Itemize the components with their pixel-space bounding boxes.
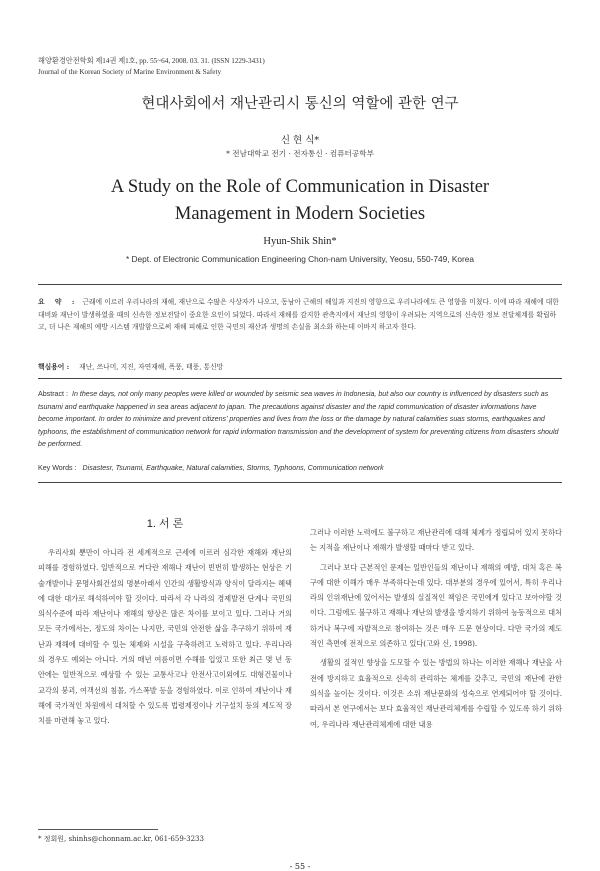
divider-top [38, 284, 562, 285]
page-number: - 55 - [289, 862, 311, 871]
affiliation-english: * Dept. of Electronic Communication Engineering Chon-nam University, Yeosu, 550-749, Korea [125, 254, 475, 264]
divider-middle [38, 378, 562, 379]
keywords-english-text: Disastesr, Tsunami, Earthquake, Natural calamities, Storms, Typhoons, Communication network [82, 464, 384, 472]
keywords-english [38, 464, 562, 472]
footnote-divider [38, 829, 158, 830]
divider-bottom [38, 482, 562, 483]
abstract-english-text: In these days, not only many peoples were killed or wounded by seismic sea waves in Indonesia, but also our country is influenced by disasters such as tsunami and earthquake happened in sea areas adjacent to japan. The precautions against disaster and the rapid communication of disaster informations have become important. In order to minimize and prevent citizens' properties and lives from the loss or the damage by natural calamities suas storms, earthquakes and typhoons, the establishment of communication network for rapid information transmission and the development of system for preventing citizens from disasters should be performed. [38, 390, 559, 449]
title-english-line1: A Study on the Role of Communication in Disaster [110, 177, 490, 197]
keywords-korean-label: 핵심용어 : [38, 363, 70, 371]
body-column-right [310, 525, 562, 732]
body-column-left [38, 545, 292, 729]
abstract-korean [38, 296, 562, 334]
keywords-korean-text: 재난, 쓰나미, 지진, 자연재해, 폭풍, 태풍, 통신망 [79, 363, 224, 371]
paragraph: 생활의 질적인 향상을 도모할 수 있는 방법의 하나는 이러한 재해나 재난을 사전에 방지하고 효율적으로 신속히 관리하는 체계를 갖추고, 국민의 재난에 관한 의식을 높이는 것이다. 이것은 소위 재난문화의 성숙으로 연계되어야 할 것이다. 따라서 본 연구에서는 보다 효율적인 재난관리체계를 수립할 수 있도록 하기 위하여, 우리나라 재난관리체계에 대한 내용 [310, 658, 562, 729]
journal-header [38, 56, 265, 77]
title-english-line2: Management in Modern Societies [174, 204, 426, 224]
paragraph: 그러나 이러한 노력에도 불구하고 재난관리에 대해 체계가 정립되어 있지 못하다는 지적을 재난이나 재해가 발생할 때마다 받고 있다. [310, 528, 562, 553]
journal-name: Journal of the Korean Society of Marine Environment & Safety [38, 67, 222, 76]
section-title: 1. 서 론 [146, 518, 184, 530]
author-korean: 신 현 식* [280, 135, 320, 146]
keywords-english-label: Key Words : [38, 464, 77, 472]
journal-citation: 해양환경안전학회 제14권 제1호, pp. 55~64, 2008. 03. 31. (ISSN 1229-3431) [38, 57, 265, 65]
abstract-english-label: Abstract : [38, 390, 68, 398]
keywords-korean [38, 361, 562, 371]
abstract-korean-label: 요 약 : [38, 298, 79, 306]
author-english: Hyun-Shik Shin* [263, 236, 337, 247]
paragraph: 우리사회 뿐만이 아니라 전 세계적으로 근세에 이르러 심각한 재해와 재난의 피해를 경험하였다. 일반적으로 커다란 재해나 재난이 빈번히 발생하는 현상은 기술개발이나 문명사회건설의 명분아래서 인간의 생활방식과 양식이 달라지는 혜택에 대한 대가로 해석하여야 할 것이다. 따라서 각 나라의 경제발전 단계나 국민의 의식수준에 따라 재난이나 재해의 향상은 많은 차이를 보이고 있다. 그러나 거의 모든 국가에서는, 정도의 차이는 나지만, 국민의 안전한 삶을 추구하기 위하여 재난과 재해에 대비할 수 있는 체제와 시설을 구축하려고 노력하고 있다. 우리나라의 경우도 예외는 아니다. 거의 매년 여름이면 수해를 입었고 또한 최근 몇 년 동안에는 일반적으로 예상할 수 있는 교통사고나 안전사고이외에도 대형건물이나 교각의 붕괴, 여객선의 침몰, 가스폭발 등을 경험하였다. 이로 인하여 재난이나 재해에 국가적인 차원에서 대처할 수 있도록 법령제정이나 기구설치 등의 제도적 장치를 마련해 놓고 있다. [38, 548, 292, 726]
title-korean: 현대사회에서 재난관리시 통신의 역할에 관한 연구 [141, 96, 459, 112]
footnote: * 정회원, shinhs@chonnam.ac.kr, 061-659-3233 [38, 835, 204, 843]
paragraph: 그러나 보다 근본적인 문제는 일반인들의 재난이나 재해의 예방, 대처 혹은 복구에 대한 이해가 매우 부족하다는데 있다. 대부분의 경우에 있어서, 특히 우리나라의 인위재난에 있어서는 발생의 실질적인 책임은 국민에게 있다고 보아야할 것이다. 그럼에도 불구하고 재해나 재난의 발생을 방지하기 위하여 능동적으로 대처하거나 복구에 자발적으로 참여하는 것은 매우 드문 현상이다. 다만 국가의 제도적인 측면에 전적으로 의존하고 있다(고와 신, 1998). [310, 562, 562, 649]
affiliation-korean: * 전남대학교 전기 · 전자통신 · 컴퓨터공학부 [226, 149, 374, 158]
abstract-korean-text: 근래에 이르러 우리나라의 재해, 재난으로 수많은 사상자가 나오고, 동남아 근해의 해일과 지진의 영향으로 우리나라에도 큰 영향을 미쳤다. 이에 따라 재해에 대한 대비와 재난이 발생하였을 때의 신속한 정보전달이 중요한 요인이 되었다. 따라서 재해를 감지한 관측지에서 재난의 영향이 우려되는 지역으로의 신속한 정보 전달체계를 확립하고, 더 나은 재해의 예방 시스템 개발함으로써 재해 피해로 인한 국민의 재산과 생명의 손실을 최소화 하는데 이바지 하고자 한다. [38, 298, 559, 331]
abstract-english [38, 388, 562, 451]
title-english [0, 174, 600, 228]
